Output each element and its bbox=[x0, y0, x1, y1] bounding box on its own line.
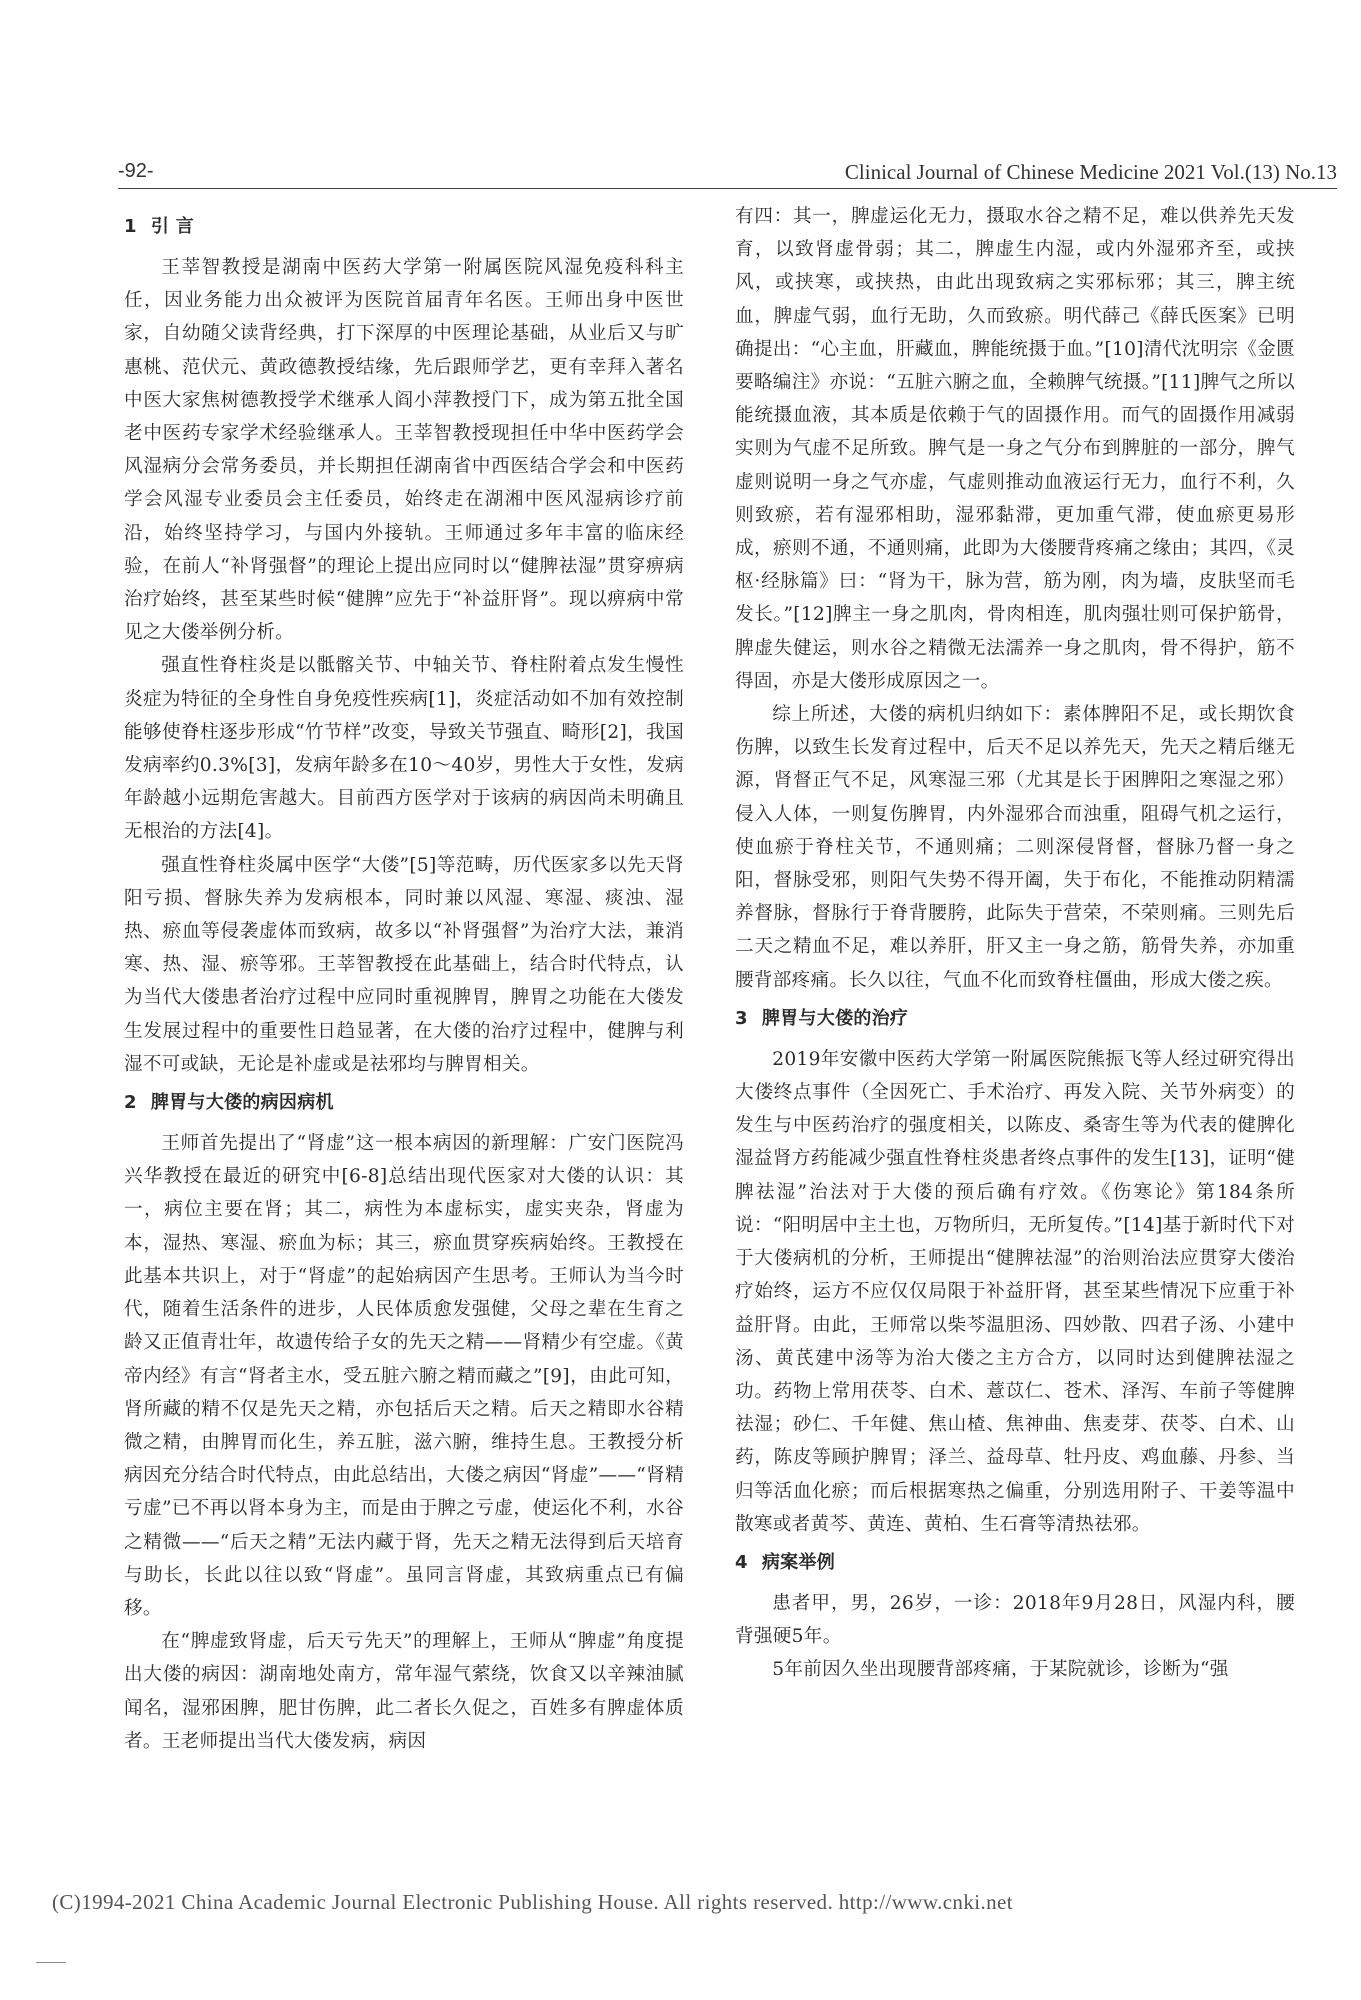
body-paragraph: 在“脾虚致肾虚，后天亏先天”的理解上，王师从“脾虚”角度提出大偻的病因：湖南地处南方，常年湿气萦绕，饮食又以辛辣油腻闻名，湿邪困脾，肥甘伤脾，此二者长久促之，百姓多有脾虚体质者。王老师提出当代大偻发病，病因 bbox=[124, 1631, 684, 1752]
body-paragraph: 强直性脊柱炎属中医学“大偻”[5]等范畴，历代医家多以先天肾阳亏损、督脉失养为发病根本，同时兼以风湿、寒湿、痰浊、湿热、瘀血等侵袭虚体而致病，故多以“补肾强督”为治疗大法，兼消寒、热、湿、瘀等邪。王莘智教授在此基础上，结合时代特点，认为当代大偻患者治疗过程中应同时重视脾胃，脾胃之功能在大偻发生发展过程中的重要性日趋显著，在大偻的治疗过程中，健脾与利湿不可或缺，无论是补虚或是祛邪均与脾胃相关。 bbox=[124, 854, 684, 1075]
body-paragraph: 王莘智教授是湖南中医药大学第一附属医院风湿免疫科科主任，因业务能力出众被评为医院首届青年名医。王师出身中医世家，自幼随父读背经典，打下深厚的中医理论基础，从业后又与旷惠桃、范伏元、黄政德教授结缘，先后跟师学艺，更有幸拜入著名中医大家焦树德教授学术继承人阎小萍教授门下，成为第五批全国老中医药专家学术经验继承人。王莘智教授现担任中华中医药学会风湿病分会常务委员，并长期担任湖南省中西医结合学会和中医药学会风湿专业委员会主任委员，始终走在湖湘中医风湿病诊疗前沿，始终坚持学习，与国内外接轨。王师通过多年丰富的临床经验，在前人“补肾强督”的理论上提出应同时以“健脾祛湿”贯穿痹病治疗始终，甚至某些时候“健脾”应先于“补益肝肾”。现以痹病中常见之大偻举例分析。 bbox=[124, 257, 684, 644]
body-paragraph: 患者甲，男，26岁，一诊：2018年9月28日，风湿内科，腰背强硬5年。 bbox=[735, 1592, 1295, 1648]
section-heading bbox=[124, 213, 684, 241]
journal-citation: Clinical Journal of Chinese Medicine 2021 Vol.(13) No.13 bbox=[844, 160, 1337, 184]
left-column bbox=[124, 205, 684, 1758]
section-title: 脾胃与大偻的病因病机 bbox=[150, 1092, 334, 1114]
section-title: 引 言 bbox=[150, 216, 194, 237]
running-header bbox=[118, 160, 1337, 189]
body-paragraph: 2019年安徽中医药大学第一附属医院熊振飞等人经过研究得出大偻终点事件（全因死亡、手术治疗、再发入院、关节外病变）的发生与中医药治疗的强度相关，以陈皮、桑寄生等为代表的健脾化湿益肾方药能减少强直性脊柱炎患者终点事件的发生[13]，证明“健脾祛湿”治法对于大偻的预后确有疗效。《伤寒论》第184条所说：“阳明居中主土也，万物所归，无所复传。”[14]基于新时代下对于大偻病机的分析，王师提出“健脾祛湿”的治则治法应贯穿大偻治疗始终，运方不应仅仅局限于补益肝肾，甚至某些情况下应重于补益肝肾。由此，王师常以柴芩温胆汤、四妙散、四君子汤、小建中汤、黄芪建中汤等为治大偻之主方合方，以同时达到健脾祛湿之功。药物上常用茯苓、白术、薏苡仁、苍术、泽泻、车前子等健脾祛湿；砂仁、千年健、焦山楂、焦神曲、焦麦芽、茯苓、白术、山药，陈皮等顾护脾胃；泽兰、益母草、牡丹皮、鸡血藤、丹参、当归等活血化瘀；而后根据寒热之偏重，分别选用附子、干姜等温中散寒或者黄芩、黄连、黄柏、生石膏等清热祛邪。 bbox=[735, 1048, 1295, 1535]
section-title: 病案举例 bbox=[761, 1551, 836, 1573]
body-paragraph: 有四：其一，脾虚运化无力，摄取水谷之精不足，难以供养先天发育，以致肾虚骨弱；其二，脾虚生内湿，或内外湿邪齐至，或挟风，或挟寒，或挟热，由此出现致病之实邪标邪；其三，脾主统血，脾虚气弱，血行无助，久而致瘀。明代薛己《薛氏医案》已明确提出：“心主血，肝藏血，脾能统摄于血。”[10]清代沈明宗《金匮要略编注》亦说：“五脏六腑之血，全赖脾气统摄。”[11]脾气之所以能统摄血液，其本质是依赖于气的固摄作用。而气的固摄作用减弱实则为气虚不足所致。脾气是一身之气分布到脾脏的一部分，脾气虚则说明一身之气亦虚，气虚则推动血液运行无力，血行不利，久则致瘀，若有湿邪相助，湿邪黏滞，更加重气滞，使血瘀更易形成，瘀则不通，不通则痛，此即为大偻腰背疼痛之缘由；其四，《灵枢·经脉篇》曰：“肾为干，脉为营，筋为刚，肉为墙，皮肤坚而毛发长。”[12]脾主一身之肌肉，骨肉相连，肌肉强壮则可保护筋骨，脾虚失健运，则水谷之精微无法濡养一身之肌肉，骨不得护，筋不得固，亦是大偻形成原因之一。 bbox=[735, 206, 1295, 692]
footer-rule bbox=[36, 1962, 66, 1963]
section-number: 1 bbox=[124, 216, 137, 237]
section-heading bbox=[735, 1005, 1295, 1033]
body-paragraph: 王师首先提出了“肾虚”这一根本病因的新理解：广安门医院冯兴华教授在最近的研究中[6-8]总结出现代医家对大偻的认识：其一，病位主要在肾；其二，病性为本虚标实，虚实夹杂，肾虚为本，湿热、寒湿、瘀血为标；其三，瘀血贯穿疾病始终。王教授在此基本共识上，对于“肾虚”的起始病因产生思考。王师认为当今时代，随着生活条件的进步，人民体质愈发强健，父母之辈在生育之龄又正值青壮年，故遗传给子女的先天之精——肾精少有空虚。《黄帝内经》有言“肾者主水，受五脏六腑之精而藏之”[9]，由此可知，肾所藏的精不仅是先天之精，亦包括后天之精。后天之精即水谷精微之精，由脾胃而化生，养五脏，滋六腑，维持生息。王教授分析病因充分结合时代特点，由此总结出，大偻之病因“肾虚”——“肾精亏虚”已不再以肾本身为主，而是由于脾之亏虚，使运化不利，水谷之精微——“后天之精”无法内藏于肾，先天之精无法得到后天培育与助长，长此以往以致“肾虚”。虽同言肾虚，其致病重点已有偏移。 bbox=[124, 1133, 684, 1619]
section-number: 2 bbox=[124, 1092, 137, 1114]
body-paragraph: 强直性脊柱炎是以骶髂关节、中轴关节、脊柱附着点发生慢性炎症为特征的全身性自身免疫性疾病[1]，炎症活动如不加有效控制能够使脊柱逐步形成“竹节样”改变，导致关节强直、畸形[2]，我国发病率约0.3%[3]，发病年龄多在10～40岁，男性大于女性，发病年龄越小远期危害越大。目前西方医学对于该病的病因尚未明确且无根治的方法[4]。 bbox=[124, 655, 684, 843]
right-column bbox=[735, 200, 1295, 1687]
section-title: 脾胃与大偻的治疗 bbox=[761, 1007, 909, 1029]
body-paragraph: 综上所述，大偻的病机归纳如下：素体脾阳不足，或长期饮食伤脾，以致生长发育过程中，后天不足以养先天，先天之精后继无源，肾督正气不足，风寒湿三邪（尤其是长于困脾阳之寒湿之邪）侵入人体，一则复伤脾胃，内外湿邪合而浊重，阻碍气机之运行，使血瘀于脊柱关节，不通则痛；二则深侵肾督，督脉乃督一身之阳，督脉受邪，则阳气失势不得开阖，失于布化，不能推动阴精濡养督脉，督脉行于脊背腰胯，此际失于营荣，不荣则痛。三则先后二天之精血不足，难以养肝，肝又主一身之筋，筋骨失养，亦加重腰背部疼痛。长久以往，气血不化而致脊柱僵曲，形成大偻之疾。 bbox=[735, 704, 1295, 991]
section-number: 3 bbox=[735, 1007, 748, 1029]
copyright-footer: (C)1994-2021 China Academic Journal Electronic Publishing House. All rights reserved. http://www.cnki.net bbox=[52, 1890, 1013, 1914]
page-number: -92- bbox=[118, 160, 154, 182]
section-heading bbox=[735, 1549, 1295, 1577]
section-number: 4 bbox=[735, 1551, 748, 1573]
body-paragraph: 5年前因久坐出现腰背部疼痛，于某院就诊，诊断为“强 bbox=[772, 1659, 1229, 1681]
section-heading bbox=[124, 1089, 684, 1117]
